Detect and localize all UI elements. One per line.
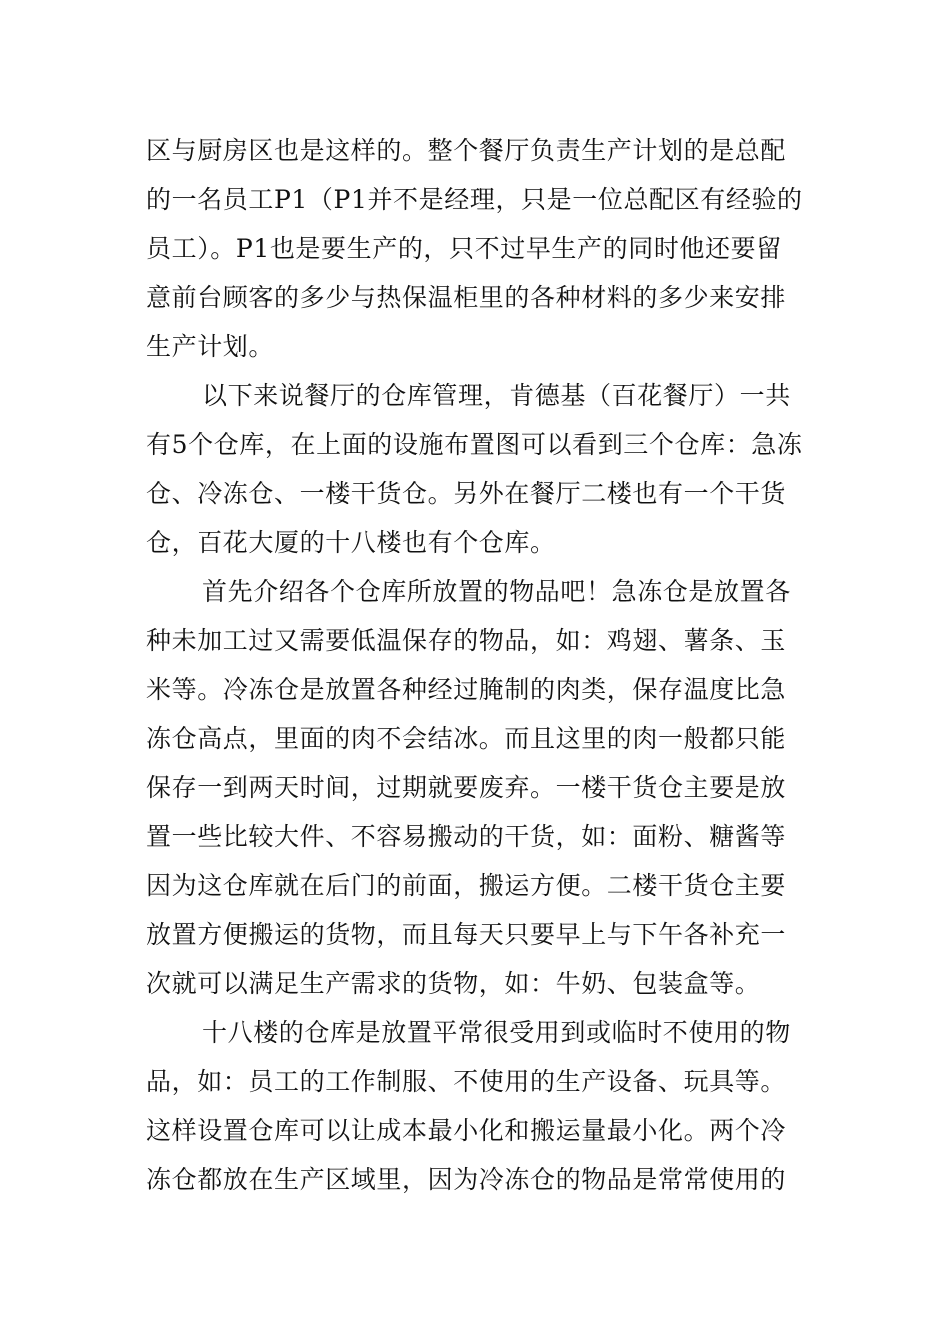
paragraph-3: [146, 567, 806, 1008]
text-line: 这样设置仓库可以让成本最小化和搬运量最小化。两个冷: [146, 1116, 787, 1145]
text-line: 十八楼的仓库是放置平常很受用到或临时不使用的物: [202, 1018, 791, 1047]
text-line: 意前台顾客的多少与热保温柜里的各种材料的多少来安排: [146, 283, 787, 312]
document-body: [146, 126, 806, 1204]
text-line: 米等。冷冻仓是放置各种经过腌制的肉类，保存温度比急: [146, 675, 787, 704]
text-line: 有5个仓库，在上面的设施布置图可以看到三个仓库：急冻: [146, 430, 803, 459]
text-line: 品，如：员工的工作制服、不使用的生产设备、玩具等。: [146, 1067, 787, 1096]
paragraph-4: [146, 1008, 806, 1204]
text-line: 员工）。P1也是要生产的，只不过早生产的同时他还要留: [146, 234, 782, 263]
text-line: 冻仓都放在生产区域里，因为冷冻仓的物品是常常使用的: [146, 1165, 787, 1194]
text-line: 置一些比较大件、不容易搬动的干货，如：面粉、糖酱等: [146, 822, 787, 851]
text-line: 仓，百花大厦的十八楼也有个仓库。: [146, 528, 556, 557]
text-line: 区与厨房区也是这样的。整个餐厅负责生产计划的是总配: [146, 136, 787, 165]
text-line: 生产计划。: [146, 332, 275, 361]
text-line: 的一名员工P1（P1并不是经理，只是一位总配区有经验的: [146, 185, 803, 214]
paragraph-1: [146, 126, 806, 371]
text-line: 因为这仓库就在后门的前面，搬运方便。二楼干货仓主要: [146, 871, 787, 900]
text-line: 首先介绍各个仓库所放置的物品吧！急冻仓是放置各: [202, 577, 791, 606]
text-line: 冻仓高点，里面的肉不会结冰。而且这里的肉一般都只能: [146, 724, 787, 753]
text-line: 放置方便搬运的货物，而且每天只要早上与下午各补充一: [146, 920, 787, 949]
text-line: 次就可以满足生产需求的货物，如：牛奶、包装盒等。: [146, 969, 761, 998]
text-line: 种未加工过又需要低温保存的物品，如：鸡翅、薯条、玉: [146, 626, 787, 655]
text-line: 仓、冷冻仓、一楼干货仓。另外在餐厅二楼也有一个干货: [146, 479, 787, 508]
text-line: 以下来说餐厅的仓库管理，肯德基（百花餐厅）一共: [202, 381, 791, 410]
paragraph-2: [146, 371, 806, 567]
text-line: 保存一到两天时间，过期就要废弃。一楼干货仓主要是放: [146, 773, 787, 802]
